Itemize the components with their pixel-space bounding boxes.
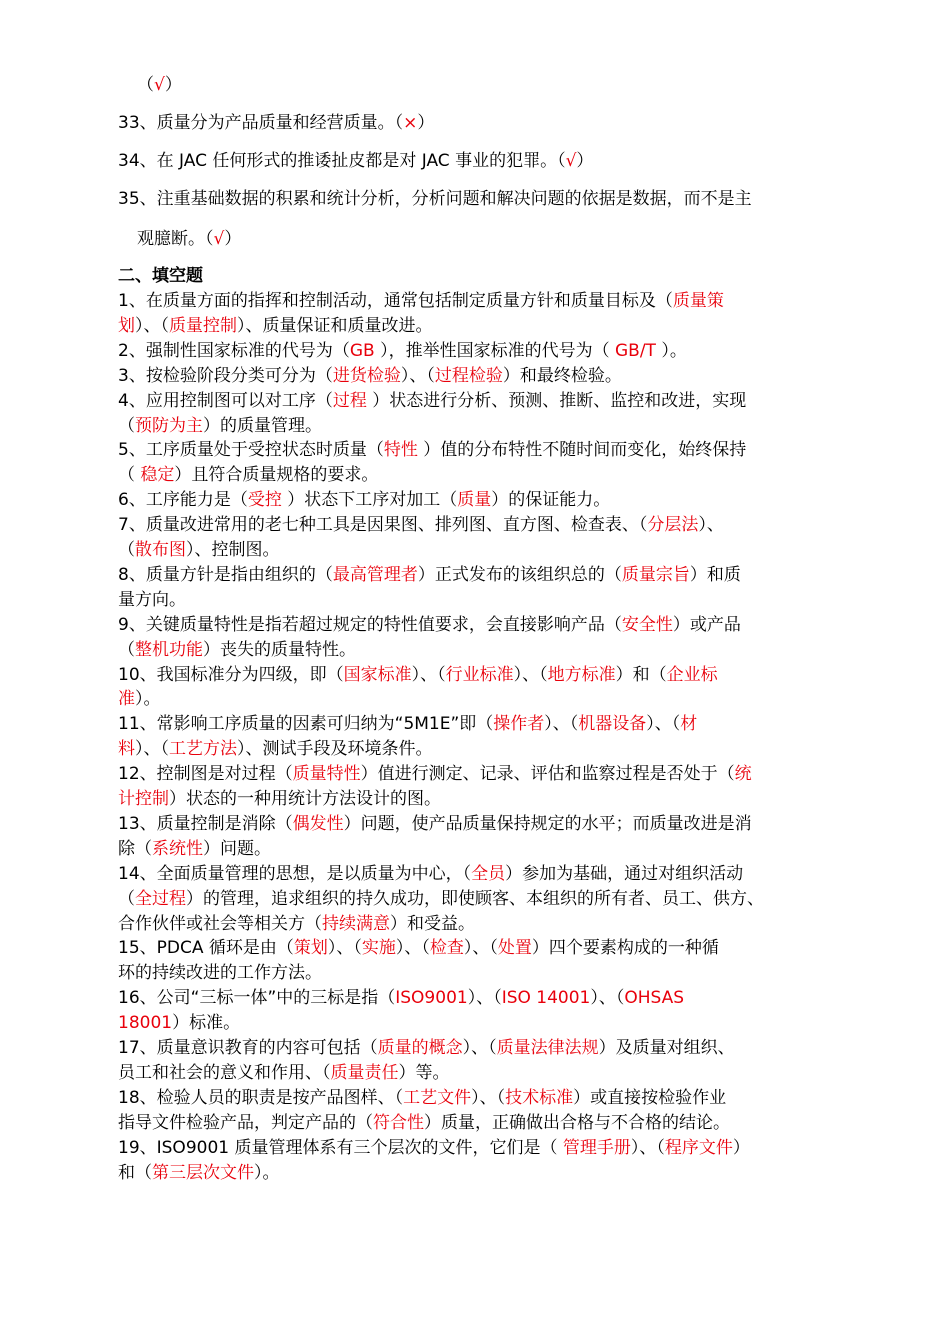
answer-text: 企业标 xyxy=(666,664,718,685)
question-text: ）等。 xyxy=(398,1062,450,1083)
question-text: 除（ xyxy=(118,838,152,859)
fill-line xyxy=(118,712,697,736)
question-text: ） xyxy=(224,229,242,249)
answer-text: 实施 xyxy=(361,938,396,959)
question-text: ）状态下工序对加工（ xyxy=(281,490,458,511)
question-text: ）、（ xyxy=(513,664,548,685)
answer-text: 划 xyxy=(118,315,135,336)
question-text: ）。 xyxy=(655,340,687,361)
answer-text: 质量控制 xyxy=(169,315,237,336)
question-text: ）四个要素构成的一种循 xyxy=(531,938,719,959)
fill-line xyxy=(118,513,724,537)
fill-line xyxy=(118,1136,750,1160)
answer-text: 符合性 xyxy=(373,1112,424,1133)
question-text: （ xyxy=(118,639,135,660)
question-text: 员工和社会的意义和作用、（ xyxy=(118,1062,331,1083)
question-text: ）、（ xyxy=(630,1137,665,1158)
answer-text: 处置 xyxy=(497,938,532,959)
question-text: ） xyxy=(417,113,435,133)
question-text: ）和（ xyxy=(615,664,667,685)
question-text: ）标准。 xyxy=(172,1013,241,1034)
answer-text: 工艺方法 xyxy=(169,739,237,760)
answer-text: √ xyxy=(565,151,577,171)
answer-text: 质量责任 xyxy=(330,1062,399,1083)
question-text: ）、（ xyxy=(544,714,579,735)
question-text: 33、质量分为产品质量和经营质量。（ xyxy=(118,113,404,133)
question-text: ）、（ xyxy=(646,714,681,735)
answer-text: 地方标准 xyxy=(547,664,616,685)
question-text: 12、控制图是对过程（ xyxy=(118,764,293,785)
question-text: ）问题，使产品质量保持规定的水平；而质量改进是消 xyxy=(343,813,752,834)
answer-text: 料 xyxy=(118,739,135,760)
fill-line xyxy=(118,986,684,1010)
question-text: （ xyxy=(118,888,135,909)
answer-text: 进货检验 xyxy=(332,365,401,386)
question-text: 10、我国标准分为四级，即（ xyxy=(118,664,344,685)
answer-text: 特性 xyxy=(383,440,418,461)
answer-text: 第三层次文件 xyxy=(152,1162,254,1183)
question-text: ）、（ xyxy=(590,988,625,1009)
question-text: ）和受益。 xyxy=(390,913,475,934)
question-text: ）。 xyxy=(135,689,161,710)
answer-text: 质量策 xyxy=(672,291,724,311)
question-text: 6、工序能力是（ xyxy=(118,490,248,511)
answer-text: 18001 xyxy=(118,1013,173,1034)
fill-line xyxy=(118,1061,450,1085)
question-text: 16、公司“三标一体”中的三标是指（ xyxy=(118,988,396,1009)
answer-text: 管理手册 xyxy=(562,1137,631,1158)
answer-text: 受控 xyxy=(247,490,282,511)
answer-text: 持续满意 xyxy=(322,913,390,934)
answer-text: 分层法 xyxy=(647,515,699,536)
question-text: ）、（ xyxy=(411,664,446,685)
question-text: 35、注重基础数据的积累和统计分析，分析问题和解决问题的依据是数据，而不是主 xyxy=(118,189,752,209)
tf-q35-line2 xyxy=(137,227,241,251)
question-text: ）、（ xyxy=(467,988,502,1009)
question-text: ）、（ xyxy=(135,739,169,760)
question-text: 合作伙伴或社会等相关方（ xyxy=(118,913,322,934)
answer-text: 系统性 xyxy=(152,838,203,859)
question-text: ）和质 xyxy=(689,564,741,585)
question-text: 14、全面质量管理的思想，是以质量为中心，（ xyxy=(118,863,472,884)
fill-line xyxy=(118,438,746,462)
question-text: ）、 xyxy=(698,515,724,536)
question-text: （ xyxy=(118,465,141,486)
fill-line xyxy=(118,936,719,960)
question-text: 量方向。 xyxy=(118,589,186,610)
question-text: ） xyxy=(732,1137,750,1158)
question-text: ）、（ xyxy=(327,938,362,959)
question-text: 15、PDCA 循环是由（ xyxy=(118,938,294,959)
question-text: ）、（ xyxy=(135,315,169,336)
fill-line xyxy=(118,289,724,313)
question-text: 9、关键质量特性是指若超过规定的特性值要求，会直接影响产品（ xyxy=(118,614,622,635)
fill-line xyxy=(118,1161,280,1185)
answer-text: 散布图 xyxy=(135,540,186,560)
question-text: ）、（ xyxy=(400,365,435,386)
answer-text: 材 xyxy=(680,714,698,735)
fill-line xyxy=(118,862,743,886)
question-text: 17、质量意识教育的内容可包括（ xyxy=(118,1038,378,1058)
answer-text: 工艺文件 xyxy=(403,1087,472,1108)
answer-text: 计控制 xyxy=(118,789,169,809)
fill-line xyxy=(118,314,433,338)
question-text: ）参加为基础，通过对组织活动 xyxy=(505,863,744,884)
answer-text: 偶发性 xyxy=(292,813,344,834)
answer-text: 预防为主 xyxy=(135,415,203,436)
answer-text: 操作者 xyxy=(493,714,545,735)
question-text: ）值进行测定、记录、评估和监察过程是否处于（ xyxy=(360,764,735,785)
answer-text: 整机功能 xyxy=(135,639,203,660)
question-text: ）、测试手段及环境条件。 xyxy=(237,739,433,760)
answer-text: 质量宗旨 xyxy=(621,564,690,585)
fill-line xyxy=(118,389,746,413)
fill-line xyxy=(118,414,322,438)
fill-line xyxy=(118,538,280,562)
question-text: ）问题。 xyxy=(203,838,271,859)
answer-text: 质量 xyxy=(457,490,492,511)
answer-text: 稳定 xyxy=(140,465,175,486)
answer-text: 过程检验 xyxy=(434,365,503,386)
tf-q32-answer xyxy=(137,73,182,97)
question-text: ）、（ xyxy=(462,1038,497,1058)
fill-line xyxy=(118,588,186,612)
answer-text: 国家标准 xyxy=(343,664,412,685)
tf-q34 xyxy=(118,149,593,173)
answer-text: √ xyxy=(154,75,165,95)
question-text: 8、质量方针是指由组织的（ xyxy=(118,564,333,585)
question-text: ）、控制图。 xyxy=(186,540,280,560)
question-text: ）和最终检验。 xyxy=(502,365,622,386)
answer-text: 质量特性 xyxy=(292,764,361,785)
question-text: ） xyxy=(164,75,182,95)
question-text: ）或产品 xyxy=(672,614,741,635)
question-text: ）、（ xyxy=(395,938,430,959)
question-text: 11、常影响工序质量的因素可归纳为“5M1E”即（ xyxy=(118,714,494,735)
answer-text: √ xyxy=(213,229,225,249)
answer-text: × xyxy=(403,113,418,133)
question-text: 34、在 JAC 任何形式的推诿扯皮都是对 JAC 事业的犯罪。（ xyxy=(118,151,566,171)
question-text: 和（ xyxy=(118,1162,152,1183)
fill-line xyxy=(118,961,322,985)
question-text: ）值的分布特性不随时间而变化，始终保持 xyxy=(417,440,747,461)
fill-line xyxy=(118,762,752,786)
answer-text: 过程 xyxy=(332,390,367,411)
answer-text: 最高管理者 xyxy=(332,564,418,585)
fill-line xyxy=(118,638,356,662)
question-text: ）正式发布的该组织总的（ xyxy=(417,564,622,585)
question-text: （ xyxy=(137,75,154,95)
answer-text: OHSAS xyxy=(624,988,685,1009)
fill-line xyxy=(118,488,610,512)
answer-text: 程序文件 xyxy=(664,1137,733,1158)
question-text: ）、（ xyxy=(463,938,498,959)
fill-line xyxy=(118,1011,240,1035)
fill-line xyxy=(118,563,741,587)
question-text: ）且符合质量规格的要求。 xyxy=(174,465,379,486)
answer-text: 技术标准 xyxy=(505,1087,574,1108)
answer-text: 质量法律法规 xyxy=(496,1038,599,1058)
answer-text: 全过程 xyxy=(135,888,186,909)
question-text: 5、工序质量处于受控状态时质量（ xyxy=(118,440,384,461)
question-text: ）状态进行分析、预测、推断、监控和改进，实现 xyxy=(366,390,747,411)
question-text: ）的管理，追求组织的持久成功，即使顾客、本组织的所有者、员工、供方、 xyxy=(186,888,764,909)
question-text: 观臆断。（ xyxy=(137,229,214,249)
fill-line xyxy=(118,364,622,388)
question-text: 3、按检验阶段分类可分为（ xyxy=(118,365,333,386)
answer-text: 统 xyxy=(734,764,752,785)
question-text: 7、质量改进常用的老七种工具是因果图、排列图、直方图、检查表、（ xyxy=(118,515,648,536)
question-text: ）状态的一种用统计方法设计的图。 xyxy=(169,789,441,809)
fill-line xyxy=(118,787,441,811)
tf-q35-line1 xyxy=(118,187,752,211)
question-text: 环的持续改进的工作方法。 xyxy=(118,963,322,984)
question-text: 指导文件检验产品，判定产品的（ xyxy=(118,1112,373,1133)
answer-text: 机器设备 xyxy=(578,714,647,735)
question-text: 2、强制性国家标准的代号为（ xyxy=(118,340,350,361)
question-text: （ xyxy=(118,540,135,560)
fill-line xyxy=(118,737,433,761)
answer-text: GB xyxy=(349,340,375,361)
fill-line xyxy=(118,837,271,861)
question-text: ），推举性国家标准的代号为（ xyxy=(374,340,615,361)
answer-text: GB/T xyxy=(614,340,656,361)
answer-text: 策划 xyxy=(293,938,328,959)
question-text: ）或直接按检验作业 xyxy=(573,1087,727,1108)
question-text: 1、在质量方面的指挥和控制活动，通常包括制定质量方针和质量目标及（ xyxy=(118,291,673,311)
answer-text: ISO9001 xyxy=(395,988,468,1009)
question-text: 18、检验人员的职责是按产品图样、（ xyxy=(118,1087,404,1108)
question-text: ）及质量对组织、 xyxy=(598,1038,735,1058)
fill-line xyxy=(118,887,764,911)
answer-text: 检查 xyxy=(429,938,464,959)
question-text: ）。 xyxy=(254,1162,280,1183)
fill-line xyxy=(118,912,475,936)
question-text: 4、应用控制图可以对工序（ xyxy=(118,390,333,411)
fill-line xyxy=(118,463,378,487)
answer-text: 质量的概念 xyxy=(377,1038,463,1058)
answer-text: 全员 xyxy=(471,863,506,884)
question-text: ）的保证能力。 xyxy=(491,490,611,511)
question-text: ）、（ xyxy=(471,1087,506,1108)
answer-text: 安全性 xyxy=(621,614,673,635)
fill-line xyxy=(118,812,752,836)
fill-line xyxy=(118,1036,735,1060)
fill-line xyxy=(118,339,687,363)
answer-text: 行业标准 xyxy=(445,664,514,685)
fill-line xyxy=(118,613,741,637)
tf-q33 xyxy=(118,111,434,135)
question-text: 13、质量控制是消除（ xyxy=(118,813,293,834)
section-title: 二、填空题 xyxy=(118,266,203,286)
answer-text: ISO 14001 xyxy=(501,988,591,1009)
fill-line xyxy=(118,663,718,687)
question-text: ）质量，正确做出合格与不合格的结论。 xyxy=(424,1112,730,1133)
question-text: 19、ISO9001 质量管理体系有三个层次的文件，它们是（ xyxy=(118,1137,563,1158)
question-text: ） xyxy=(576,151,594,171)
fill-line xyxy=(118,1111,730,1135)
fill-line xyxy=(118,1086,726,1110)
answer-text: 准 xyxy=(118,689,135,710)
question-text: ）丧失的质量特性。 xyxy=(203,639,356,660)
fill-line xyxy=(118,687,161,711)
question-text: （ xyxy=(118,415,135,436)
question-text: ）的质量管理。 xyxy=(203,415,322,436)
question-text: ）、质量保证和质量改进。 xyxy=(237,315,433,336)
